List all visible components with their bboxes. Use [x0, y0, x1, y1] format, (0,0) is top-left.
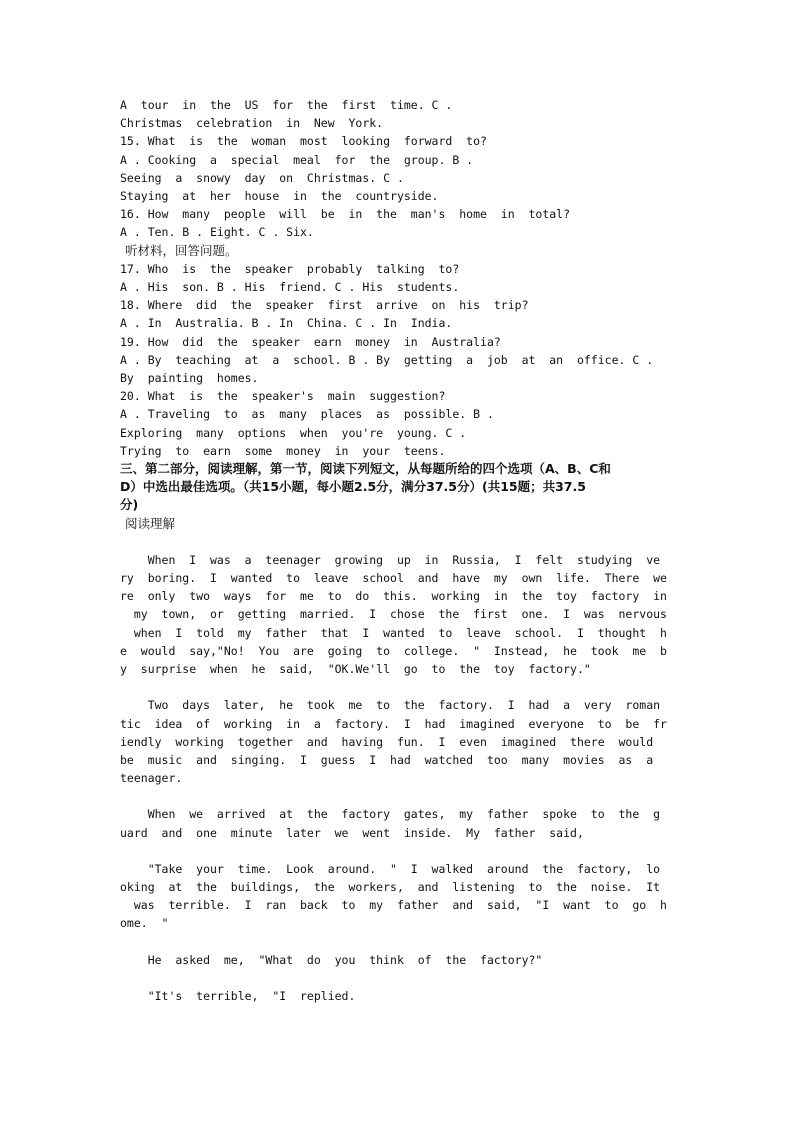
text-line: Exploring many options when you're young. C . [120, 425, 467, 440]
text-line: Trying to earn some money in your teens. [120, 443, 446, 458]
text-line: ome. " [120, 916, 169, 931]
text-line: A . In Australia. B . In China. C . In India. [120, 316, 453, 331]
text-line: A tour in the US for the first time. C . [120, 98, 453, 112]
text-line: Staying at her house in the countryside. [120, 189, 439, 204]
text-line: A . Traveling to as many places as possible. B . [120, 407, 494, 422]
passage-paragraph-3 [120, 805, 676, 841]
text-line: uard and one minute later we went inside. My father said, [120, 825, 584, 840]
text-line: teenager. [120, 771, 183, 786]
text-line: "It's terrible, "I replied. [120, 988, 356, 1003]
section-heading-line: 三、第二部分，阅读理解，第一节，阅读下列短文，从每题所给的四个选项（A、B、C和 [120, 461, 611, 477]
text-line: "Take your time. Look around. " I walked around the factory, lo [120, 861, 661, 876]
text-line: A . Ten. B . Eight. C . Six. [120, 225, 314, 240]
section-heading [120, 460, 676, 515]
text-line: 17. Who is the speaker probably talking to? [120, 261, 460, 276]
text-line: was terrible. I ran back to my father and said, "I want to go h [120, 898, 667, 913]
text-line: When we arrived at the factory gates, my father spoke to the g [120, 807, 661, 822]
text-line: A . His son. B . His friend. C . His students. [120, 280, 460, 295]
text-line: 18. Where did the speaker first arrive on his trip? [120, 298, 529, 313]
text-line: By painting homes. [120, 371, 259, 386]
text-line: 19. How did the speaker earn money in Australia? [120, 334, 501, 349]
text-line: be music and singing. I guess I had watched too many movies as a [120, 752, 654, 767]
section-subheading: 阅读理解 [125, 515, 176, 531]
text-line: my town, or getting married. I chose the first one. I was nervous [120, 607, 667, 622]
text-line: ry boring. I wanted to leave school and have my own life. There we [120, 571, 667, 586]
text-line: Two days later, he took me to the factory. I had a very roman [120, 698, 661, 713]
listening-questions-bottom [120, 260, 676, 460]
document-page [120, 96, 676, 1005]
text-line: Seeing a snowy day on Christmas. C . [120, 170, 404, 185]
text-line: 20. What is the speaker's main suggestion? [120, 389, 446, 404]
text-line: A . By teaching at a school. B . By getting a job at an office. C . [120, 352, 654, 367]
text-line: 15. What is the woman most looking forward to? [120, 134, 487, 149]
text-line: Christmas celebration in New York. [120, 116, 384, 131]
section-heading-line: 分) [120, 497, 139, 513]
passage-paragraph-5 [120, 951, 676, 969]
text-line: re only two ways for me to do this. working in the toy factory in [120, 589, 667, 604]
passage-paragraph-2 [120, 696, 676, 787]
text-line: When I was a teenager growing up in Russia, I felt studying ve [120, 552, 661, 567]
text-line: iendly working together and having fun. I even imagined there would [120, 734, 654, 749]
section-heading-line: D）中选出最佳选项。（共15小题，每小题2.5分，满分37.5分）(共15题；共37.5 [120, 479, 586, 495]
text-line: e would say,"No! You are going to college. " Instead, he took me b [120, 643, 667, 658]
text-line: A . Cooking a special meal for the group. B . [120, 152, 474, 167]
text-line: oking at the buildings, the workers, and listening to the noise. It [120, 879, 661, 894]
text-line: 16. How many people will be in the man's home in total? [120, 207, 571, 222]
passage-paragraph-6 [120, 987, 676, 1005]
text-line: tic idea of working in a factory. I had imagined everyone to be fr [120, 716, 667, 731]
text-line: He asked me, "What do you think of the factory?" [120, 952, 543, 967]
text-line: y surprise when he said, "OK.We'll go to the toy factory." [120, 662, 591, 677]
passage-paragraph-1 [120, 551, 676, 678]
listening-questions-top [120, 96, 676, 242]
listening-instruction: 听材料，回答问题。 [125, 242, 238, 258]
text-line: when I told my father that I wanted to leave school. I thought h [120, 625, 667, 640]
passage-paragraph-4 [120, 860, 676, 933]
